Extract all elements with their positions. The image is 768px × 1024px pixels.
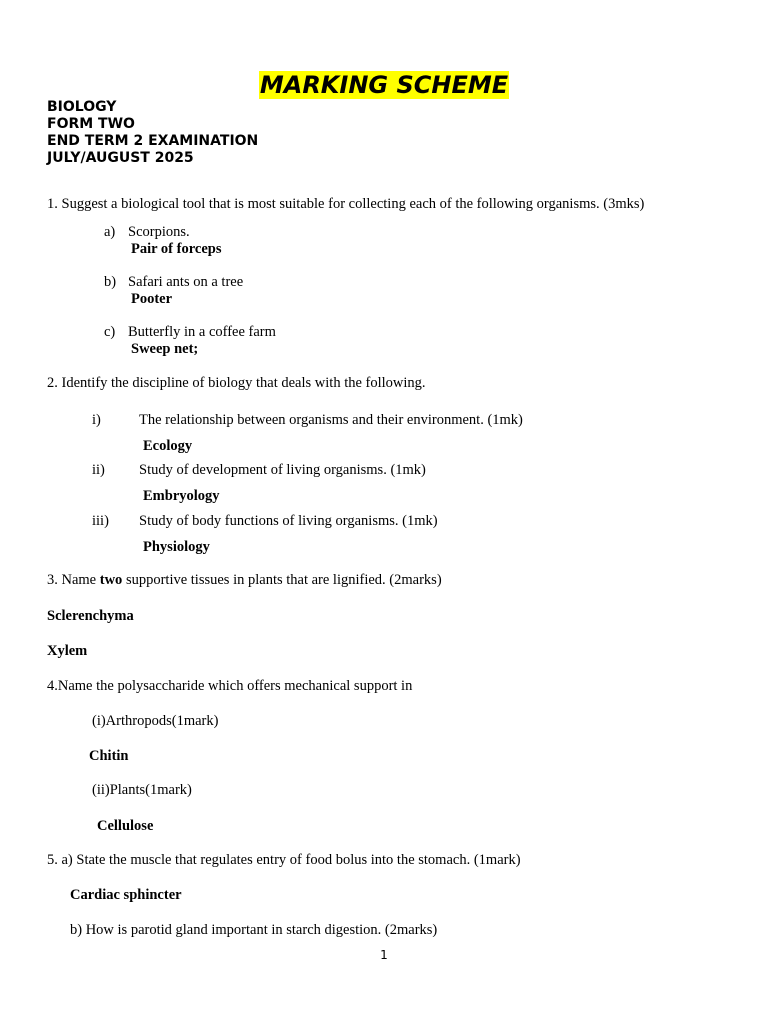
q1-item-text: Scorpions. [128,224,190,240]
q2-item-marker: ii) [92,462,105,478]
q4-question: 4.Name the polysaccharide which offers mechanical support in [47,678,413,694]
page-number: 1 [380,948,388,962]
q4-part-2: (ii)Plants(1mark) [92,782,192,798]
q1-item-answer: Pair of forceps [131,241,222,257]
q5-question-a: 5. a) State the muscle that regulates entry of food bolus into the stomach. (1mark) [47,852,521,868]
q2-question: 2. Identify the discipline of biology that deals with the following. [47,375,426,391]
q2-item-text: The relationship between organisms and their environment. (1mk) [139,412,523,428]
q3-question: 3. Name two supportive tissues in plants that are lignified. (2marks) [47,572,442,588]
q5-answer-a: Cardiac sphincter [70,887,182,903]
q1-item-text: Safari ants on a tree [128,274,244,290]
q2-item-text: Study of development of living organisms. (1mk) [139,462,426,478]
q1-item-marker: c) [104,324,116,340]
q4-part-1: (i)Arthropods(1mark) [92,713,219,729]
q1-item-answer: Pooter [131,291,173,307]
q3-answer: Sclerenchyma [47,608,134,624]
q1-item-marker: b) [104,274,117,290]
q2-item-answer: Embryology [143,488,220,504]
q5-question-b: b) How is parotid gland important in starch digestion. (2marks) [70,922,438,938]
q2-item-marker: iii) [92,513,109,529]
header-form: FORM TWO [47,116,135,132]
q4-answer-2: Cellulose [97,818,154,834]
q1-item-text: Butterfly in a coffee farm [128,324,276,340]
header-subject: BIOLOGY [47,99,117,115]
q2-item-marker: i) [92,412,101,428]
header-date: JULY/AUGUST 2025 [47,150,194,166]
q2-item-text: Study of body functions of living organisms. (1mk) [139,513,438,529]
page-title: MARKING SCHEME [259,71,509,99]
q2-item-answer: Physiology [143,539,210,555]
q1-item-marker: a) [104,224,116,240]
q1-question: 1. Suggest a biological tool that is most suitable for collecting each of the following organisms. (3mks) [47,196,645,212]
q2-item-answer: Ecology [143,438,193,454]
header-exam: END TERM 2 EXAMINATION [47,133,259,149]
q3-answer: Xylem [47,643,88,659]
q4-answer-1: Chitin [89,748,129,764]
q1-item-answer: Sweep net; [131,341,199,357]
